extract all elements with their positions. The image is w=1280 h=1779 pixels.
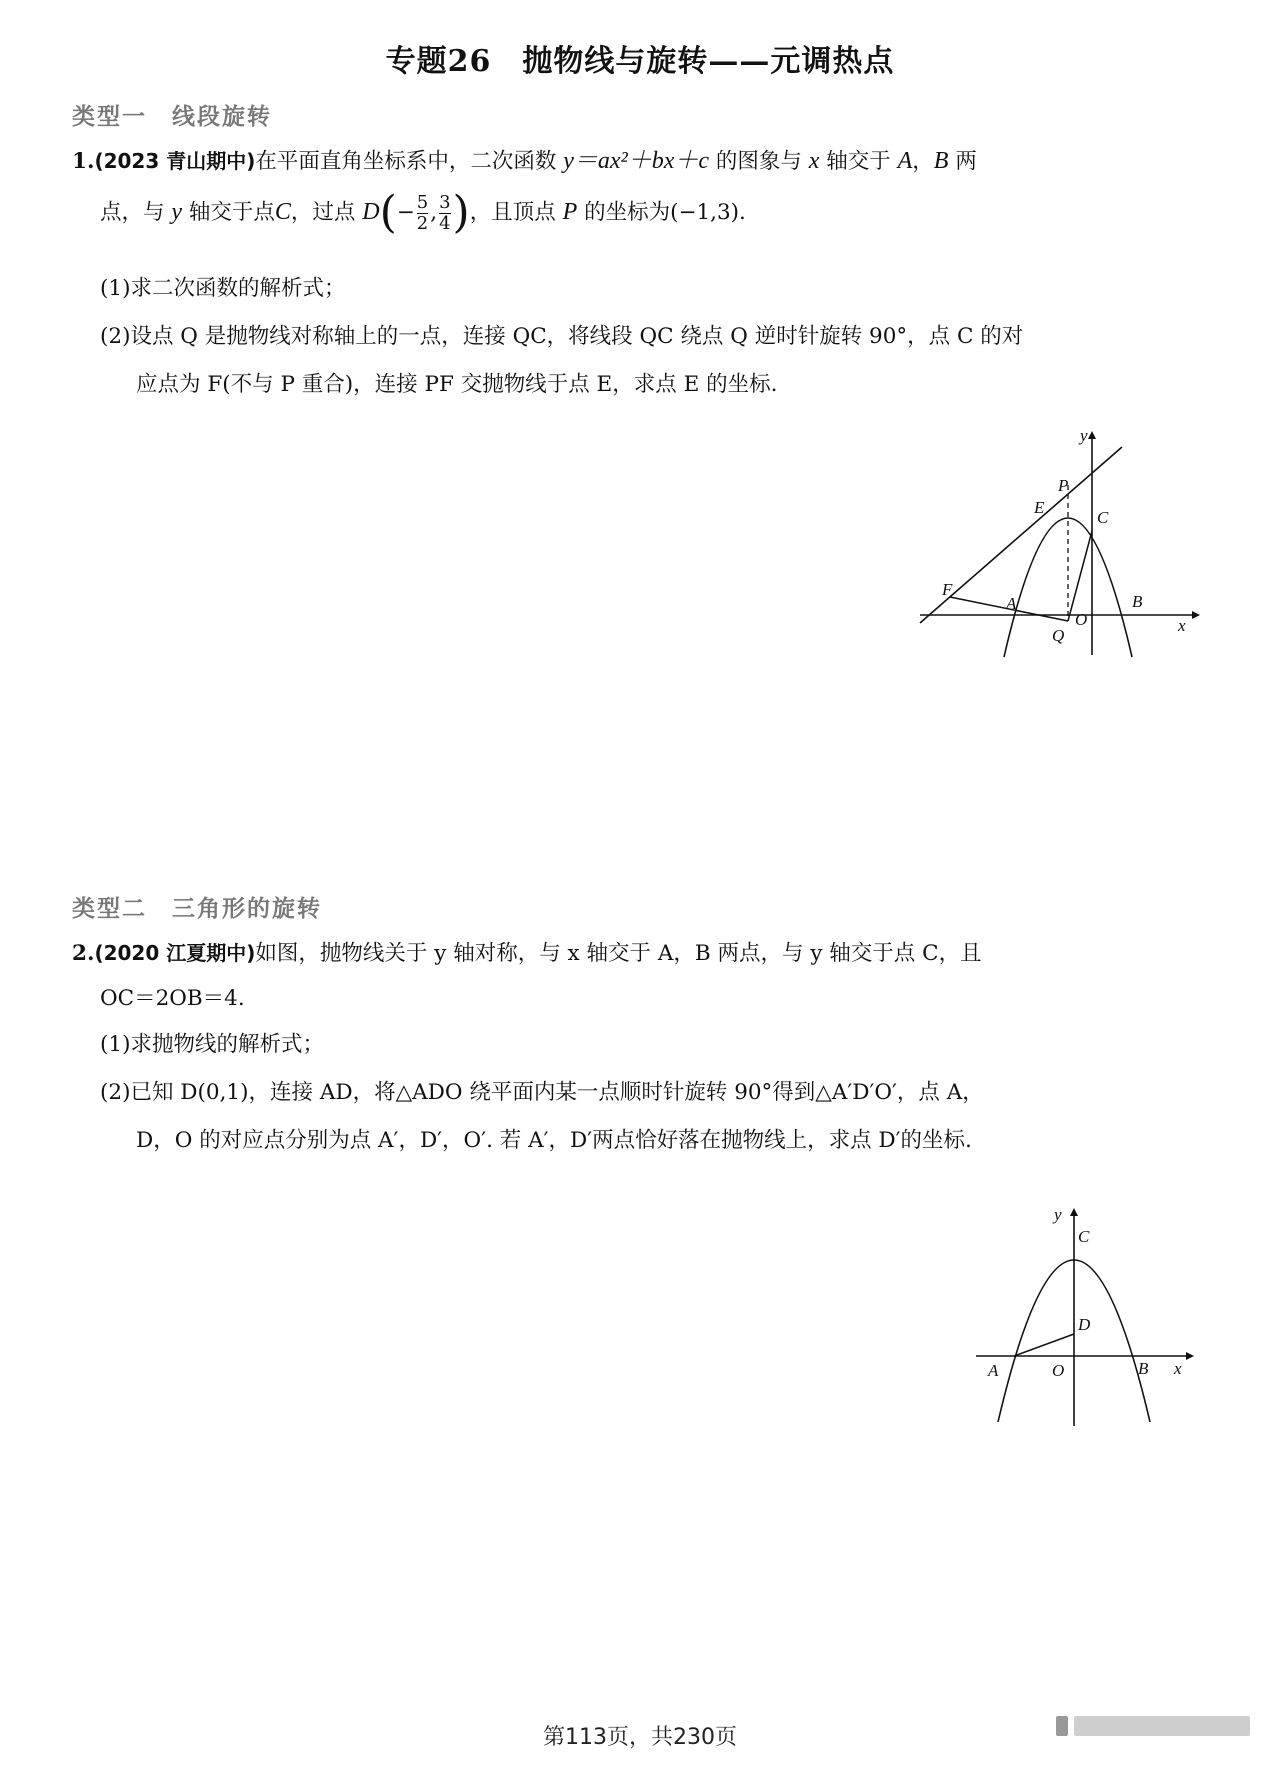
label-d: D — [1078, 1315, 1091, 1334]
q1-var: A — [897, 148, 913, 174]
scroll-thumb[interactable] — [1056, 1716, 1068, 1736]
q1-var: D — [362, 199, 380, 225]
frac-denominator: 2 — [416, 212, 429, 234]
page-footer: 第113页，共230页 — [543, 1725, 737, 1750]
y-axis-arrow — [1088, 431, 1096, 439]
q1-text: 轴交于点 — [188, 200, 275, 225]
frac-sign: − — [396, 200, 415, 225]
q1-var: y — [171, 199, 183, 225]
paren-left: ( — [379, 187, 397, 238]
label-b: B — [1138, 1359, 1149, 1378]
q1-text: 轴交于 — [826, 149, 891, 174]
label-c: C — [1097, 508, 1109, 527]
frac-numerator: 5 — [416, 191, 429, 213]
label-c: C — [1078, 1227, 1090, 1246]
label-x: x — [1178, 616, 1186, 635]
label-y: y — [1054, 1205, 1062, 1224]
q1-part-2-line-1: (2)设点 Q 是抛物线对称轴上的一点，连接 QC，将线段 QC 绕点 Q 逆时针旋转 90°，点 C 的对 — [100, 324, 1024, 349]
y-axis-arrow — [1070, 1208, 1078, 1216]
q1-var: B — [933, 148, 949, 174]
label-o: O — [1052, 1361, 1065, 1380]
figure-2-parabola — [968, 1200, 1208, 1430]
frac-denominator: 4 — [439, 212, 451, 234]
q1-part-1: (1)求二次函数的解析式； — [100, 276, 346, 301]
q2-line-2: OC＝2OB＝4. — [100, 986, 245, 1011]
q1-var: x — [808, 148, 820, 174]
label-a: A — [1006, 594, 1017, 613]
label-e: E — [1034, 498, 1045, 517]
page-title: 专题26 抛物线与旋转——元调热点 — [385, 44, 895, 79]
label-q: Q — [1052, 626, 1065, 645]
label-f: F — [942, 580, 953, 599]
label-b: B — [1132, 592, 1143, 611]
q1-text: 两 — [955, 149, 977, 174]
q1-text: ，过点 — [290, 200, 356, 225]
q2-text: 如图，抛物线关于 y 轴对称，与 x 轴交于 A，B 两点，与 y 轴交于点 C，且 — [255, 941, 982, 966]
x-axis-arrow — [1192, 611, 1200, 619]
q1-line-2: 点，与 y 轴交于点C，过点 D(− $\frac{5}{2}$ , $\frac{3}{4}$ )，且顶点 P 的坐标为(−1,3). — [100, 187, 746, 238]
scroll-track[interactable] — [1074, 1716, 1250, 1736]
q2-part-1: (1)求抛物线的解析式； — [100, 1032, 324, 1057]
q1-text: 的图象与 — [715, 149, 802, 174]
frac-numerator: 3 — [439, 191, 451, 213]
q2-source: (2020 江夏期中) — [94, 941, 256, 965]
label-y: y — [1080, 426, 1088, 445]
q1-text: 的坐标为(−1,3). — [584, 200, 746, 225]
segment-qc — [1068, 531, 1092, 621]
fraction-3-4 — [439, 193, 450, 234]
figure-1-parabola — [900, 425, 1210, 665]
q1-number: 1. — [72, 149, 95, 174]
q1-line-1 — [72, 146, 977, 177]
label-o: O — [1075, 610, 1088, 629]
q1-part-2-line-2: 应点为 F(不与 P 重合)，连接 PF 交抛物线于点 E，求点 E 的坐标. — [136, 372, 778, 397]
q1-text: ，且顶点 — [469, 200, 556, 225]
q1-text: 在平面直角坐标系中，二次函数 — [255, 149, 557, 174]
page-scrollbar[interactable] — [1056, 1712, 1256, 1740]
q1-text: 点，与 — [100, 200, 165, 225]
paren-right: ) — [452, 187, 470, 238]
label-a: A — [988, 1361, 999, 1380]
q2-part-2-line-2: D，O 的对应点分别为点 A′，D′，O′. 若 A′，D′两点恰好落在抛物线上，求点 D′的坐标. — [136, 1128, 972, 1153]
fraction-5-2 — [417, 193, 428, 234]
q1-equation: y＝ax²＋bx＋c — [563, 148, 710, 174]
x-axis-arrow — [1186, 1352, 1194, 1360]
label-x: x — [1174, 1359, 1182, 1378]
q2-part-2-line-1: (2)已知 D(0,1)，连接 AD，将△ADO 绕平面内某一点顺时针旋转 90°得到△A′D′O′，点 A， — [100, 1080, 984, 1105]
q1-source: (2023 青山期中) — [94, 149, 256, 173]
section-heading-type-1: 类型一 线段旋转 — [72, 104, 272, 130]
segment-ad — [1014, 1334, 1074, 1356]
q1-var: P — [562, 199, 578, 225]
q1-text: ， — [912, 149, 934, 174]
section-heading-type-2: 类型二 三角形的旋转 — [72, 896, 322, 922]
label-p: P — [1058, 476, 1069, 495]
q1-var: C — [274, 199, 291, 225]
q2-number: 2. — [72, 941, 95, 966]
q2-line-1 — [72, 938, 982, 969]
